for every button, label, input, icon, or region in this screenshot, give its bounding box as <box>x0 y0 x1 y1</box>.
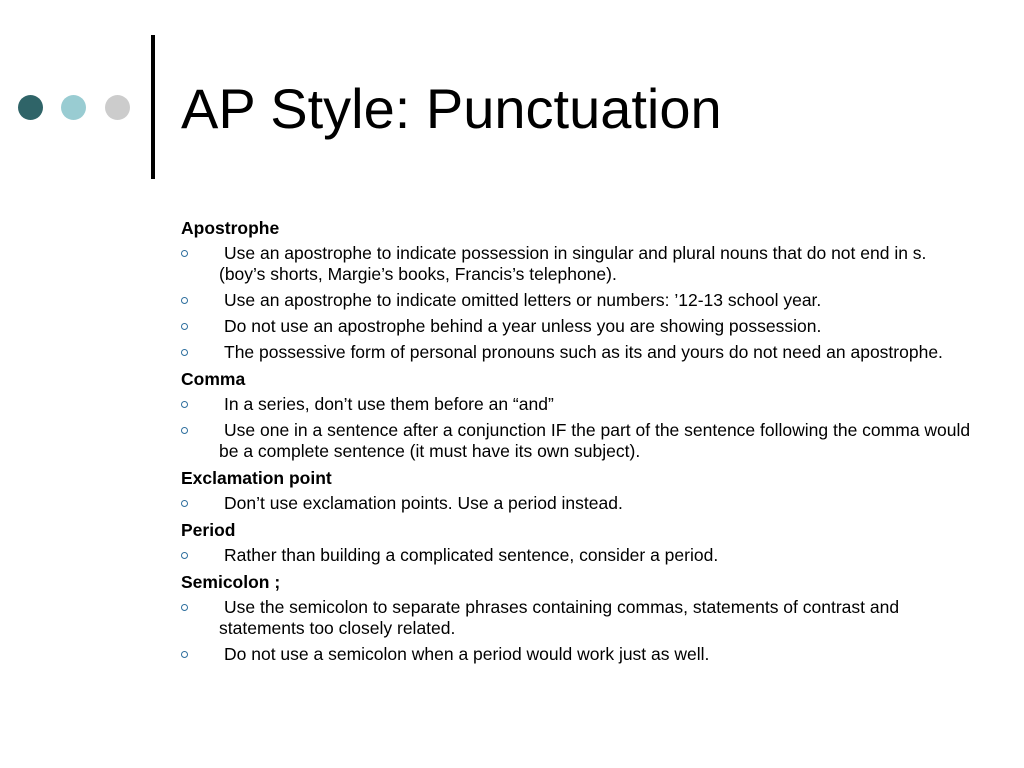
bullet-text: Do not use a semicolon when a period would work just as well. <box>224 644 710 664</box>
bullet-text: In a series, don’t use them before an “and” <box>224 394 554 414</box>
bullet-item <box>181 493 971 514</box>
ring-bullet-icon <box>181 552 188 559</box>
section-heading: Semicolon ; <box>181 572 281 592</box>
bullet-text: Use an apostrophe to indicate possession in singular and plural nouns that do not end in s. (boy’s shorts, Margie’s books, Francis’s telephone). <box>219 243 927 284</box>
section <box>181 519 971 566</box>
section <box>181 571 971 665</box>
section-heading: Comma <box>181 369 246 389</box>
ring-bullet-icon <box>181 349 188 356</box>
section <box>181 217 971 363</box>
slide-body <box>181 217 971 670</box>
bullet-text: Rather than building a complicated sentence, consider a period. <box>224 545 719 565</box>
bullet-item <box>181 394 971 415</box>
ring-bullet-icon <box>181 651 188 658</box>
section-heading: Apostrophe <box>181 218 280 238</box>
bullet-item <box>181 243 971 285</box>
slide-title: AP Style: Punctuation <box>181 77 722 140</box>
bullet-item <box>181 644 971 665</box>
bullet-text: The possessive form of personal pronouns such as its and yours do not need an apostrophe. <box>224 342 943 362</box>
ring-bullet-icon <box>181 500 188 507</box>
bullet-item <box>181 545 971 566</box>
decor-dot-dark <box>18 95 43 120</box>
bullet-text: Use the semicolon to separate phrases containing commas, statements of contrast and statements too closely related. <box>219 597 900 638</box>
bullet-text: Don’t use exclamation points. Use a period instead. <box>224 493 623 513</box>
bullet-text: Use one in a sentence after a conjunction IF the part of the sentence following the comma would be a complete sentence (it must have its own subject). <box>219 420 971 461</box>
bullet-item <box>181 597 971 639</box>
bullet-list <box>181 493 971 514</box>
decor-dot-gray <box>105 95 130 120</box>
bullet-text: Do not use an apostrophe behind a year unless you are showing possession. <box>224 316 822 336</box>
ring-bullet-icon <box>181 401 188 408</box>
title-divider <box>151 35 155 179</box>
section <box>181 368 971 462</box>
ring-bullet-icon <box>181 323 188 330</box>
bullet-item <box>181 290 971 311</box>
bullet-item <box>181 316 971 337</box>
ring-bullet-icon <box>181 604 188 611</box>
section-heading: Period <box>181 520 236 540</box>
section <box>181 467 971 514</box>
bullet-list <box>181 394 971 462</box>
bullet-list <box>181 597 971 665</box>
ring-bullet-icon <box>181 427 188 434</box>
ring-bullet-icon <box>181 250 188 257</box>
bullet-item <box>181 342 971 363</box>
section-heading: Exclamation point <box>181 468 332 488</box>
bullet-text: Use an apostrophe to indicate omitted letters or numbers: ’12-13 school year. <box>224 290 822 310</box>
bullet-item <box>181 420 971 462</box>
decor-dot-light-teal <box>61 95 86 120</box>
bullet-list <box>181 243 971 363</box>
bullet-list <box>181 545 971 566</box>
ring-bullet-icon <box>181 297 188 304</box>
